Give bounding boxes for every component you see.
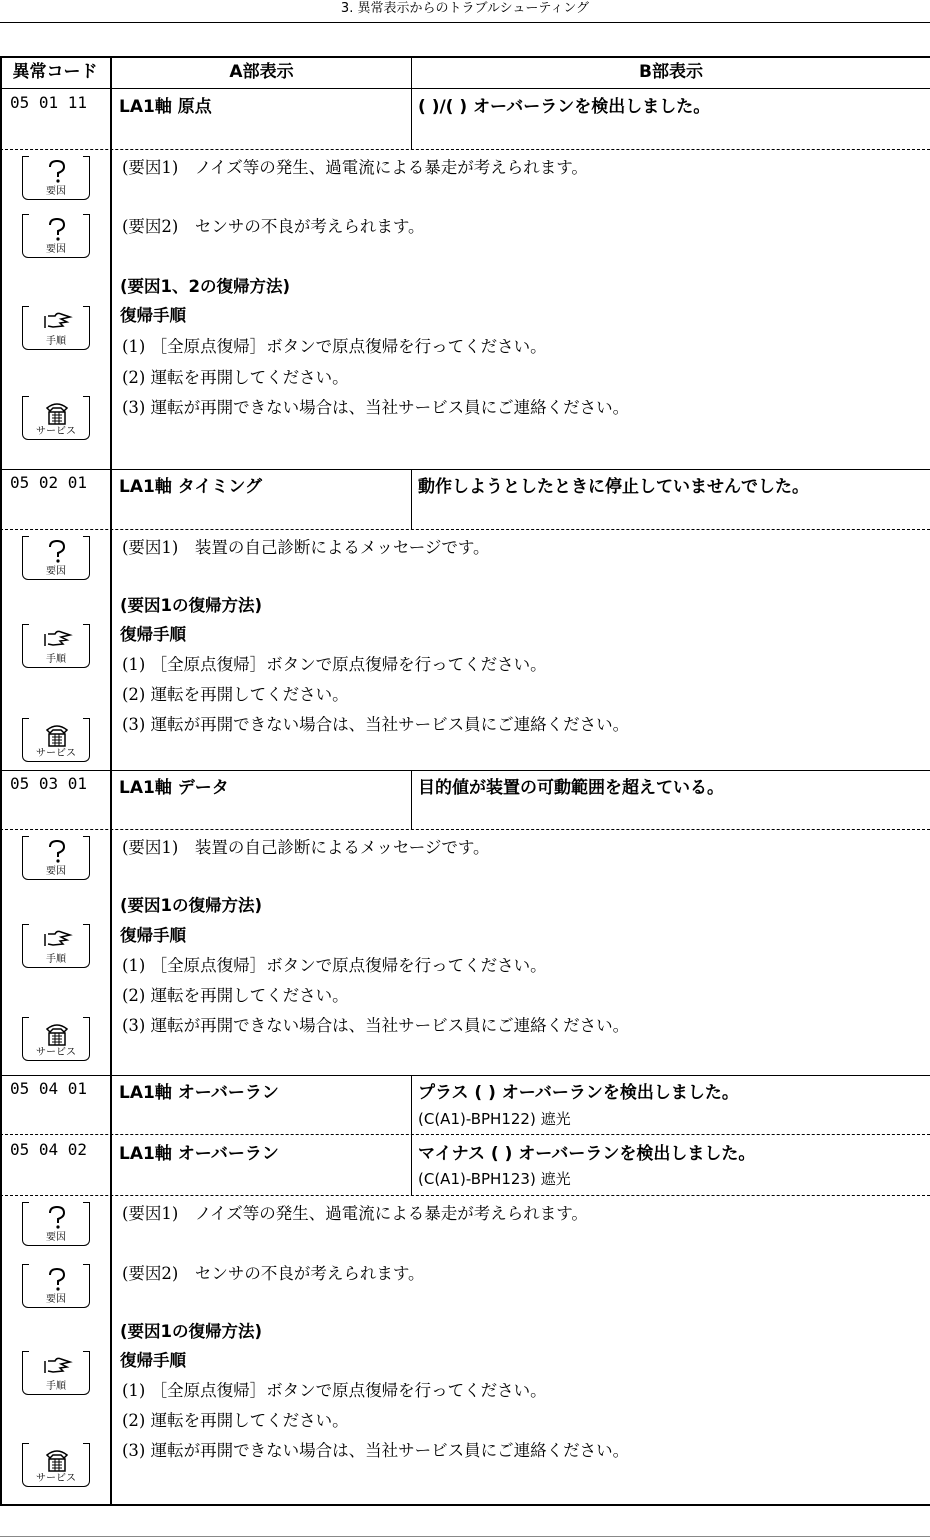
recovery-method-title: (要因1の復帰方法) [120,596,263,615]
telephone-icon [41,1445,73,1475]
question-icon [41,158,73,186]
step-1: (1) ［全原点復帰］ボタンで原点復帰を行ってください。 [122,337,547,356]
row-dashed-divider [0,1134,930,1135]
cause-icon-box [22,156,90,200]
a-display: LA1軸 オーバーラン [119,1083,279,1103]
cause-icon-label: 要因 [46,566,66,577]
b-display: 目的値が装置の可動範囲を超えている。 [418,778,724,798]
recovery-method-title: (要因1、2の復帰方法) [120,277,291,296]
telephone-icon [41,398,73,428]
service-icon-box [22,1017,90,1061]
col-header-a: A部表示 [229,62,294,82]
section-divider [0,1075,930,1076]
step-3: (3) 運転が再開できない場合は、当社サービス員にご連絡ください。 [122,1441,630,1460]
recovery-method-title: (要因1の復帰方法) [120,1322,263,1341]
cause-1-text: (要因1) ノイズ等の発生、過電流による暴走が考えられます。 [122,1204,588,1223]
pointing-hand-icon [41,308,73,336]
b-display: プラス ( ) オーバーランを検出しました。 [418,1083,739,1103]
step-1: (1) ［全原点復帰］ボタンで原点復帰を行ってください。 [122,1381,547,1400]
cause-2-text: (要因2) センサの不良が考えられます。 [122,1264,425,1283]
cause-icon-label: 要因 [46,1294,66,1305]
cause-1-text: (要因1) 装置の自己診断によるメッセージです。 [122,838,490,857]
page-footer-rule [0,1536,930,1537]
cause-1-text: (要因1) 装置の自己診断によるメッセージです。 [122,538,490,557]
ab-divider [411,469,412,529]
step-3: (3) 運転が再開できない場合は、当社サービス員にご連絡ください。 [122,1016,630,1035]
section-divider [0,469,930,470]
error-code: 05 03 01 [10,774,88,793]
section-dashed-divider [0,829,930,830]
step-3: (3) 運転が再開できない場合は、当社サービス員にご連絡ください。 [122,398,630,417]
code-column-divider [110,56,112,1506]
ab-divider [411,88,412,149]
question-icon [41,216,73,244]
question-icon [41,1204,73,1232]
table-left-border [0,56,2,1506]
col-header-code: 異常コード [12,62,98,82]
step-2: (2) 運転を再開してください。 [122,685,349,704]
ab-divider [411,770,412,829]
cause-icon-label: 要因 [46,866,66,877]
pointing-hand-icon [41,1353,73,1381]
error-code: 05 01 11 [10,93,88,112]
table-bottom-border [0,1504,930,1506]
service-icon-label: サービス [36,1473,76,1484]
b-display-2: マイナス ( ) オーバーランを検出しました。 [418,1144,756,1164]
procedure-title: 復帰手順 [120,306,186,325]
pointing-hand-icon [41,626,73,654]
error-code: 05 04 01 [10,1079,88,1098]
b-display: ( )/( ) オーバーランを検出しました。 [418,97,711,117]
telephone-icon [41,720,73,750]
a-display: LA1軸 原点 [119,97,212,117]
step-3: (3) 運転が再開できない場合は、当社サービス員にご連絡ください。 [122,715,630,734]
procedure-icon-box [22,1351,90,1395]
cause-icon-label: 要因 [46,1232,66,1243]
question-icon [41,1266,73,1294]
b-display: 動作しようとしたときに停止していませんでした。 [418,477,809,497]
procedure-icon-box [22,306,90,350]
section-dashed-divider [0,149,930,150]
question-icon [41,838,73,866]
procedure-icon-box [22,924,90,968]
step-1: (1) ［全原点復帰］ボタンで原点復帰を行ってください。 [122,956,547,975]
service-icon-label: サービス [36,748,76,759]
service-icon-box [22,1443,90,1487]
cause-1-text: (要因1) ノイズ等の発生、過電流による暴走が考えられます。 [122,158,588,177]
b-display-sub-2: (C(A1)-BPH123) 遮光 [418,1170,571,1188]
a-display: LA1軸 タイミング [119,477,263,497]
section-dashed-divider [0,1195,930,1196]
a-display-2: LA1軸 オーバーラン [119,1144,279,1164]
section-dashed-divider [0,529,930,530]
service-icon-label: サービス [36,1047,76,1058]
recovery-method-title: (要因1の復帰方法) [120,896,263,915]
page-header [0,0,930,23]
cause-icon-box [22,1202,90,1246]
pointing-hand-icon [41,926,73,954]
error-code: 05 02 01 [10,473,88,492]
cause-icon-box [22,1264,90,1308]
step-2: (2) 運転を再開してください。 [122,1411,349,1430]
col-header-b: B部表示 [639,62,703,82]
step-2: (2) 運転を再開してください。 [122,986,349,1005]
step-1: (1) ［全原点復帰］ボタンで原点復帰を行ってください。 [122,655,547,674]
cause-icon-box [22,836,90,880]
procedure-icon-label: 手順 [46,336,66,347]
procedure-icon-label: 手順 [46,954,66,965]
a-display: LA1軸 データ [119,778,229,798]
error-code-2: 05 04 02 [10,1140,88,1159]
page-header-title: 3. 異常表示からのトラブルシューティング [340,1,590,16]
procedure-icon-label: 手順 [46,1381,66,1392]
service-icon-label: サービス [36,426,76,437]
cause-icon-box [22,536,90,580]
section-divider [0,770,930,771]
service-icon-box [22,396,90,440]
cause-icon-label: 要因 [46,186,66,197]
cause-icon-label: 要因 [46,244,66,255]
cause-2-text: (要因2) センサの不良が考えられます。 [122,217,425,236]
service-icon-box [22,718,90,762]
cause-icon-box [22,214,90,258]
ab-divider [411,1075,412,1195]
procedure-icon-label: 手順 [46,654,66,665]
step-2: (2) 運転を再開してください。 [122,368,349,387]
procedure-title: 復帰手順 [120,1351,186,1370]
b-display-sub: (C(A1)-BPH122) 遮光 [418,1110,571,1128]
procedure-icon-box [22,624,90,668]
procedure-title: 復帰手順 [120,625,186,644]
telephone-icon [41,1019,73,1049]
header-row-divider [0,88,930,89]
procedure-title: 復帰手順 [120,926,186,945]
question-icon [41,538,73,566]
